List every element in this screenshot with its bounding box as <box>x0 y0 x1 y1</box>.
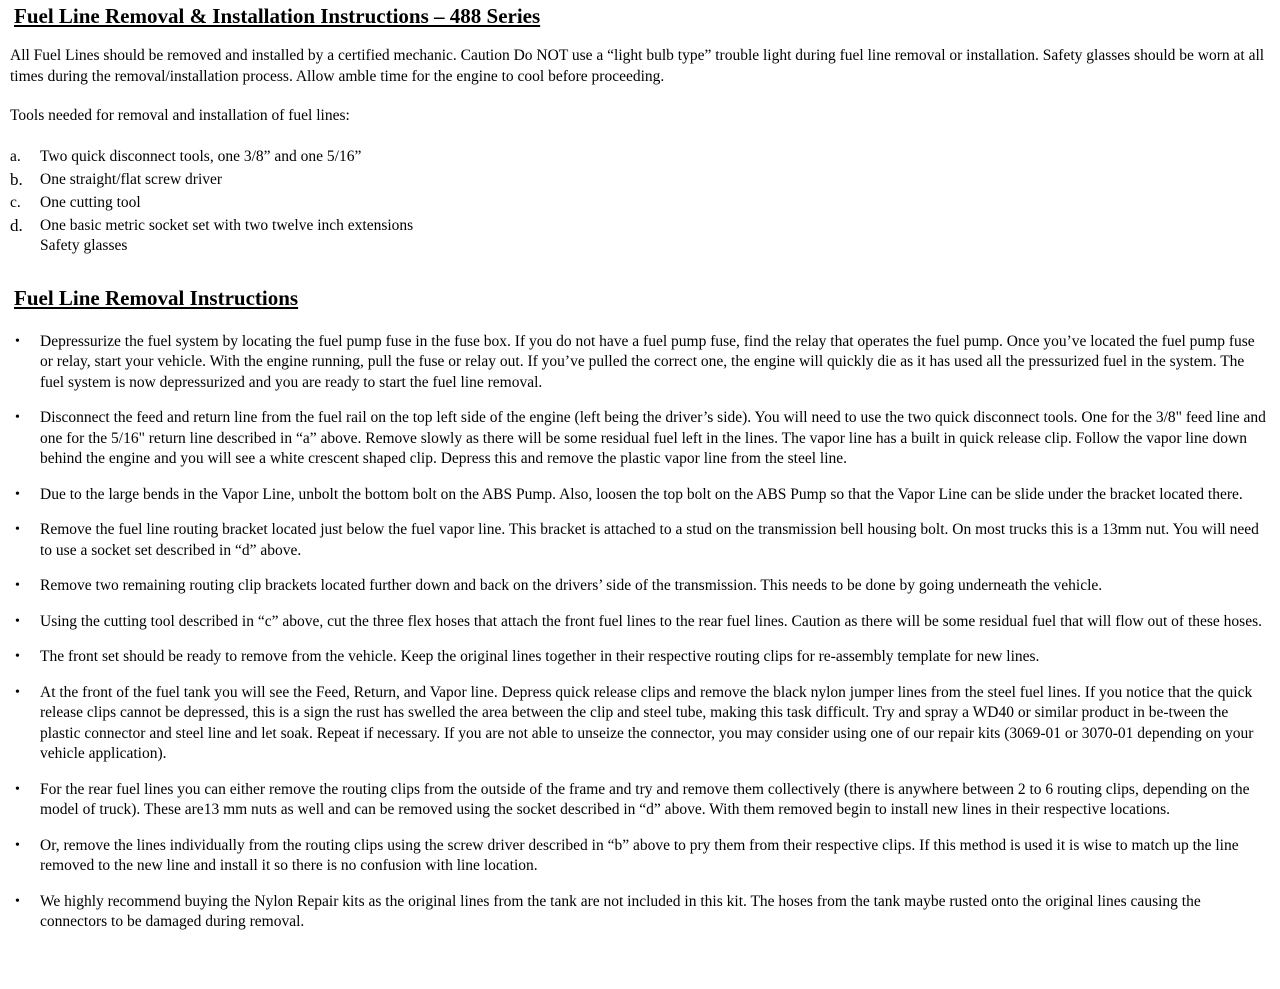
bullet-icon: • <box>15 837 20 853</box>
tool-item-text-line1: One basic metric socket set with two twelve inch extensions <box>40 216 414 234</box>
tool-item-text <box>40 216 413 257</box>
removal-step <box>10 836 1266 877</box>
removal-step-text: The front set should be ready to remove from the vehicle. Keep the original lines together in their respective routing clips for re-assembly template for new lines. <box>40 648 1040 665</box>
tools-list <box>10 147 1266 257</box>
list-marker: d. <box>10 215 23 235</box>
removal-step <box>10 892 1266 933</box>
removal-step <box>10 408 1266 470</box>
removal-step <box>10 612 1266 633</box>
bullet-icon: • <box>15 410 20 425</box>
removal-step <box>10 780 1266 821</box>
page-title: Fuel Line Removal & Installation Instructions – 488 Series <box>14 4 541 28</box>
removal-step-text: Remove two remaining routing clip brackets located further down and back on the drivers’ side of the transmission. This needs to be done by going underneath the vehicle. <box>40 577 1103 594</box>
list-marker: c. <box>10 193 21 211</box>
removal-step <box>10 576 1266 597</box>
removal-step-text: Due to the large bends in the Vapor Line, unbolt the bottom bolt on the ABS Pump. Also, loosen the top bolt on the ABS Pump so that the Vapor Line can be slide under the bracket located there. <box>40 485 1243 503</box>
tool-list-item-c <box>10 193 1266 214</box>
tool-list-item-a <box>10 147 1266 168</box>
bullet-icon: • <box>15 649 20 664</box>
removal-step <box>10 485 1266 506</box>
bullet-icon: • <box>15 578 20 593</box>
removal-step <box>10 520 1266 561</box>
removal-step-text: Or, remove the lines individually from the routing clips using the screw driver described in “b” above to pry them from their respective clips. If this method is used it is wise to match up the line removed to the new line and install it so there is no confusion with line location. <box>40 836 1239 874</box>
removal-step-text: Remove the fuel line routing bracket located just below the fuel vapor line. This bracket is attached to a stud on the transmission bell housing bolt. On most trucks this is a 13mm nut. You will need to use a socket set described in “d” above. <box>40 521 1259 559</box>
bullet-icon: • <box>15 893 20 909</box>
removal-step-text: Disconnect the feed and return line from the fuel rail on the top left side of the engine (left being the driver’s side). You will need to use the two quick disconnect tools. One for the 3/8" feed line and one for the 5/16" return line described in “a” above. Remove slowly as there will be some residual fuel left in the lines. The vapor line has a built in quick release clip. Follow the vapor line down behind the engine and you will see a white crescent shaped clip. Depress this and remove the plastic vapor line from the steel line. <box>40 409 1266 467</box>
removal-step-text: For the rear fuel lines you can either remove the routing clips from the outside of the frame and try and remove them collectively (there is anywhere between 2 to 6 routing clips, depending on the model of truck). These are13 mm nuts as well and can be removed using the socket described in “d” above. With them removed begin to install new lines in their respective locations. <box>40 780 1250 818</box>
removal-steps-list <box>10 332 1266 933</box>
tool-list-item-d <box>10 216 1266 257</box>
removal-step <box>10 683 1266 765</box>
removal-step-text: We highly recommend buying the Nylon Repair kits as the original lines from the tank are not included in this kit. The hoses from the tank maybe rusted onto the original lines causing the connectors to be damaged during removal. <box>40 892 1201 930</box>
removal-step-text: Depressurize the fuel system by locating the fuel pump fuse in the fuse box. If you do not have a fuel pump fuse, find the relay that operates the fuel pump. Once you’ve located the fuel pump fuse or relay, start your vehicle. With the engine running, pull the fuse or relay out. If you’ve pulled the correct one, the engine will quickly die as it has used all the pressurized fuel in the system. The fuel system is now depressurized and you are ready to start the fuel line removal. <box>40 332 1255 391</box>
intro-paragraph: All Fuel Lines should be removed and installed by a certified mechanic. Caution Do NOT use a “light bulb type” trouble light during fuel line removal or installation. Safety glasses should be worn at all times during the removal/installation process. Allow amble time for the engine to cool before proceeding. <box>10 47 1265 85</box>
bullet-icon: • <box>15 613 20 629</box>
removal-step <box>10 647 1266 668</box>
tools-heading: Tools needed for removal and installation of fuel lines: <box>10 107 350 124</box>
removal-step-text: Using the cutting tool described in “c” above, cut the three flex hoses that attach the front fuel lines to the rear fuel lines. Caution as there will be some residual fuel that will flow out of these hoses. <box>40 612 1262 630</box>
tool-item-text: One straight/flat screw driver <box>40 170 223 188</box>
bullet-icon: • <box>15 333 20 349</box>
removal-step <box>10 332 1266 394</box>
section-title: Fuel Line Removal Instructions <box>14 285 299 310</box>
bullet-icon: • <box>15 684 20 700</box>
bullet-icon: • <box>15 522 20 537</box>
tool-item-text: Two quick disconnect tools, one 3/8” and one 5/16” <box>40 147 362 165</box>
tool-list-item-b <box>10 170 1266 191</box>
bullet-icon: • <box>15 486 20 502</box>
tool-item-text: One cutting tool <box>40 193 141 211</box>
tool-item-text-line2: Safety glasses <box>40 237 128 254</box>
list-marker: a. <box>10 147 21 165</box>
list-marker: b. <box>10 169 23 189</box>
bullet-icon: • <box>15 781 20 797</box>
removal-step-text: At the front of the fuel tank you will see the Feed, Return, and Vapor line. Depress quick release clips and remove the black nylon jumper lines from the steel fuel lines. If you notice that the quick release clips cannot be depressed, this is a sign the rust has swelled the area between the clip and steel tube, making this task difficult. Try and spray a WD40 or similar product in be-tween the plastic connector and steel line and let soak. Repeat if necessary. If you are not able to unseize the connector, you may consider using one of our repair kits (3069-01 or 3070-01 depending on your vehicle application). <box>40 683 1254 762</box>
